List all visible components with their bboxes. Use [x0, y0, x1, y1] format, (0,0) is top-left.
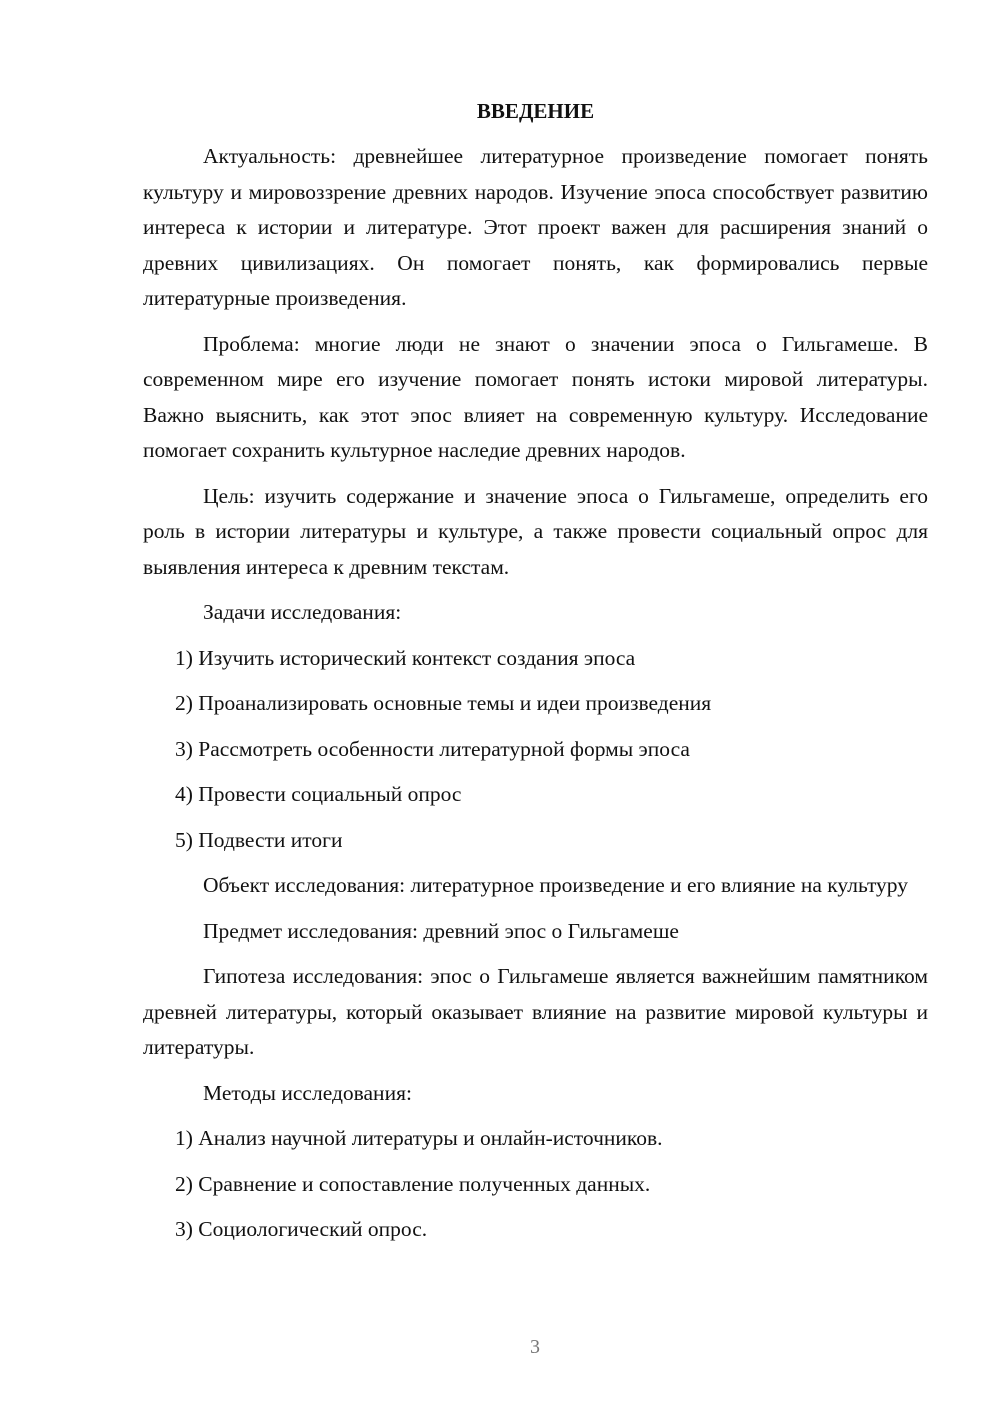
document-page	[143, 95, 928, 1258]
list-item: 3) Социологический опрос.	[175, 1217, 428, 1241]
hypothesis-paragraph: Гипотеза исследования: эпос о Гильгамеше является важнейшим памятником древней литературы, который оказывает влияние на развитие мировой культуры и литературы.	[143, 964, 928, 1059]
list-item: 3) Рассмотреть особенности литературной формы эпоса	[175, 736, 690, 761]
problem-paragraph: Проблема: многие люди не знают о значении эпоса о Гильгамеше. В современном мире его изучение помогает понять истоки мировой литературы. Важно выяснить, как этот эпос влияет на современную культуру. Исследование помогает сохранить культурное наследие древних народов.	[143, 331, 928, 462]
tasks-list	[143, 641, 928, 859]
subject-paragraph: Предмет исследования: древний эпос о Гильгамеше	[203, 918, 679, 943]
page-title: ВВЕДЕНИЕ	[476, 99, 595, 123]
list-item: 4) Провести социальный опрос	[175, 782, 462, 806]
methods-heading: Методы исследования:	[203, 1080, 412, 1105]
goal-paragraph: Цель: изучить содержание и значение эпоса о Гильгамеше, определить его роль в истории литературы и культуре, а также провести социальный опрос для выявления интереса к древним текстам.	[143, 483, 928, 579]
object-paragraph: Объект исследования: литературное произведение и его влияние на культуру	[203, 873, 909, 897]
list-item: 1) Изучить исторический контекст создания эпоса	[175, 645, 636, 670]
tasks-heading: Задачи исследования:	[203, 600, 402, 624]
page-number: 3	[530, 1336, 540, 1358]
list-item: 2) Проанализировать основные темы и идеи произведения	[175, 691, 712, 715]
relevance-paragraph: Актуальность: древнейшее литературное произведение помогает понять культуру и мировоззрение древних народов. Изучение эпоса способствует развитию интереса к истории и литературе. Этот проект важен для расширения знаний о древних цивилизациях. Он помогает понять, как формировались первые литературные произведения.	[143, 144, 928, 310]
methods-list	[143, 1121, 928, 1248]
list-item: 2) Сравнение и сопоставление полученных данных.	[175, 1171, 651, 1196]
list-item: 1) Анализ научной литературы и онлайн-источников.	[175, 1126, 663, 1150]
list-item: 5) Подвести итоги	[175, 827, 343, 852]
